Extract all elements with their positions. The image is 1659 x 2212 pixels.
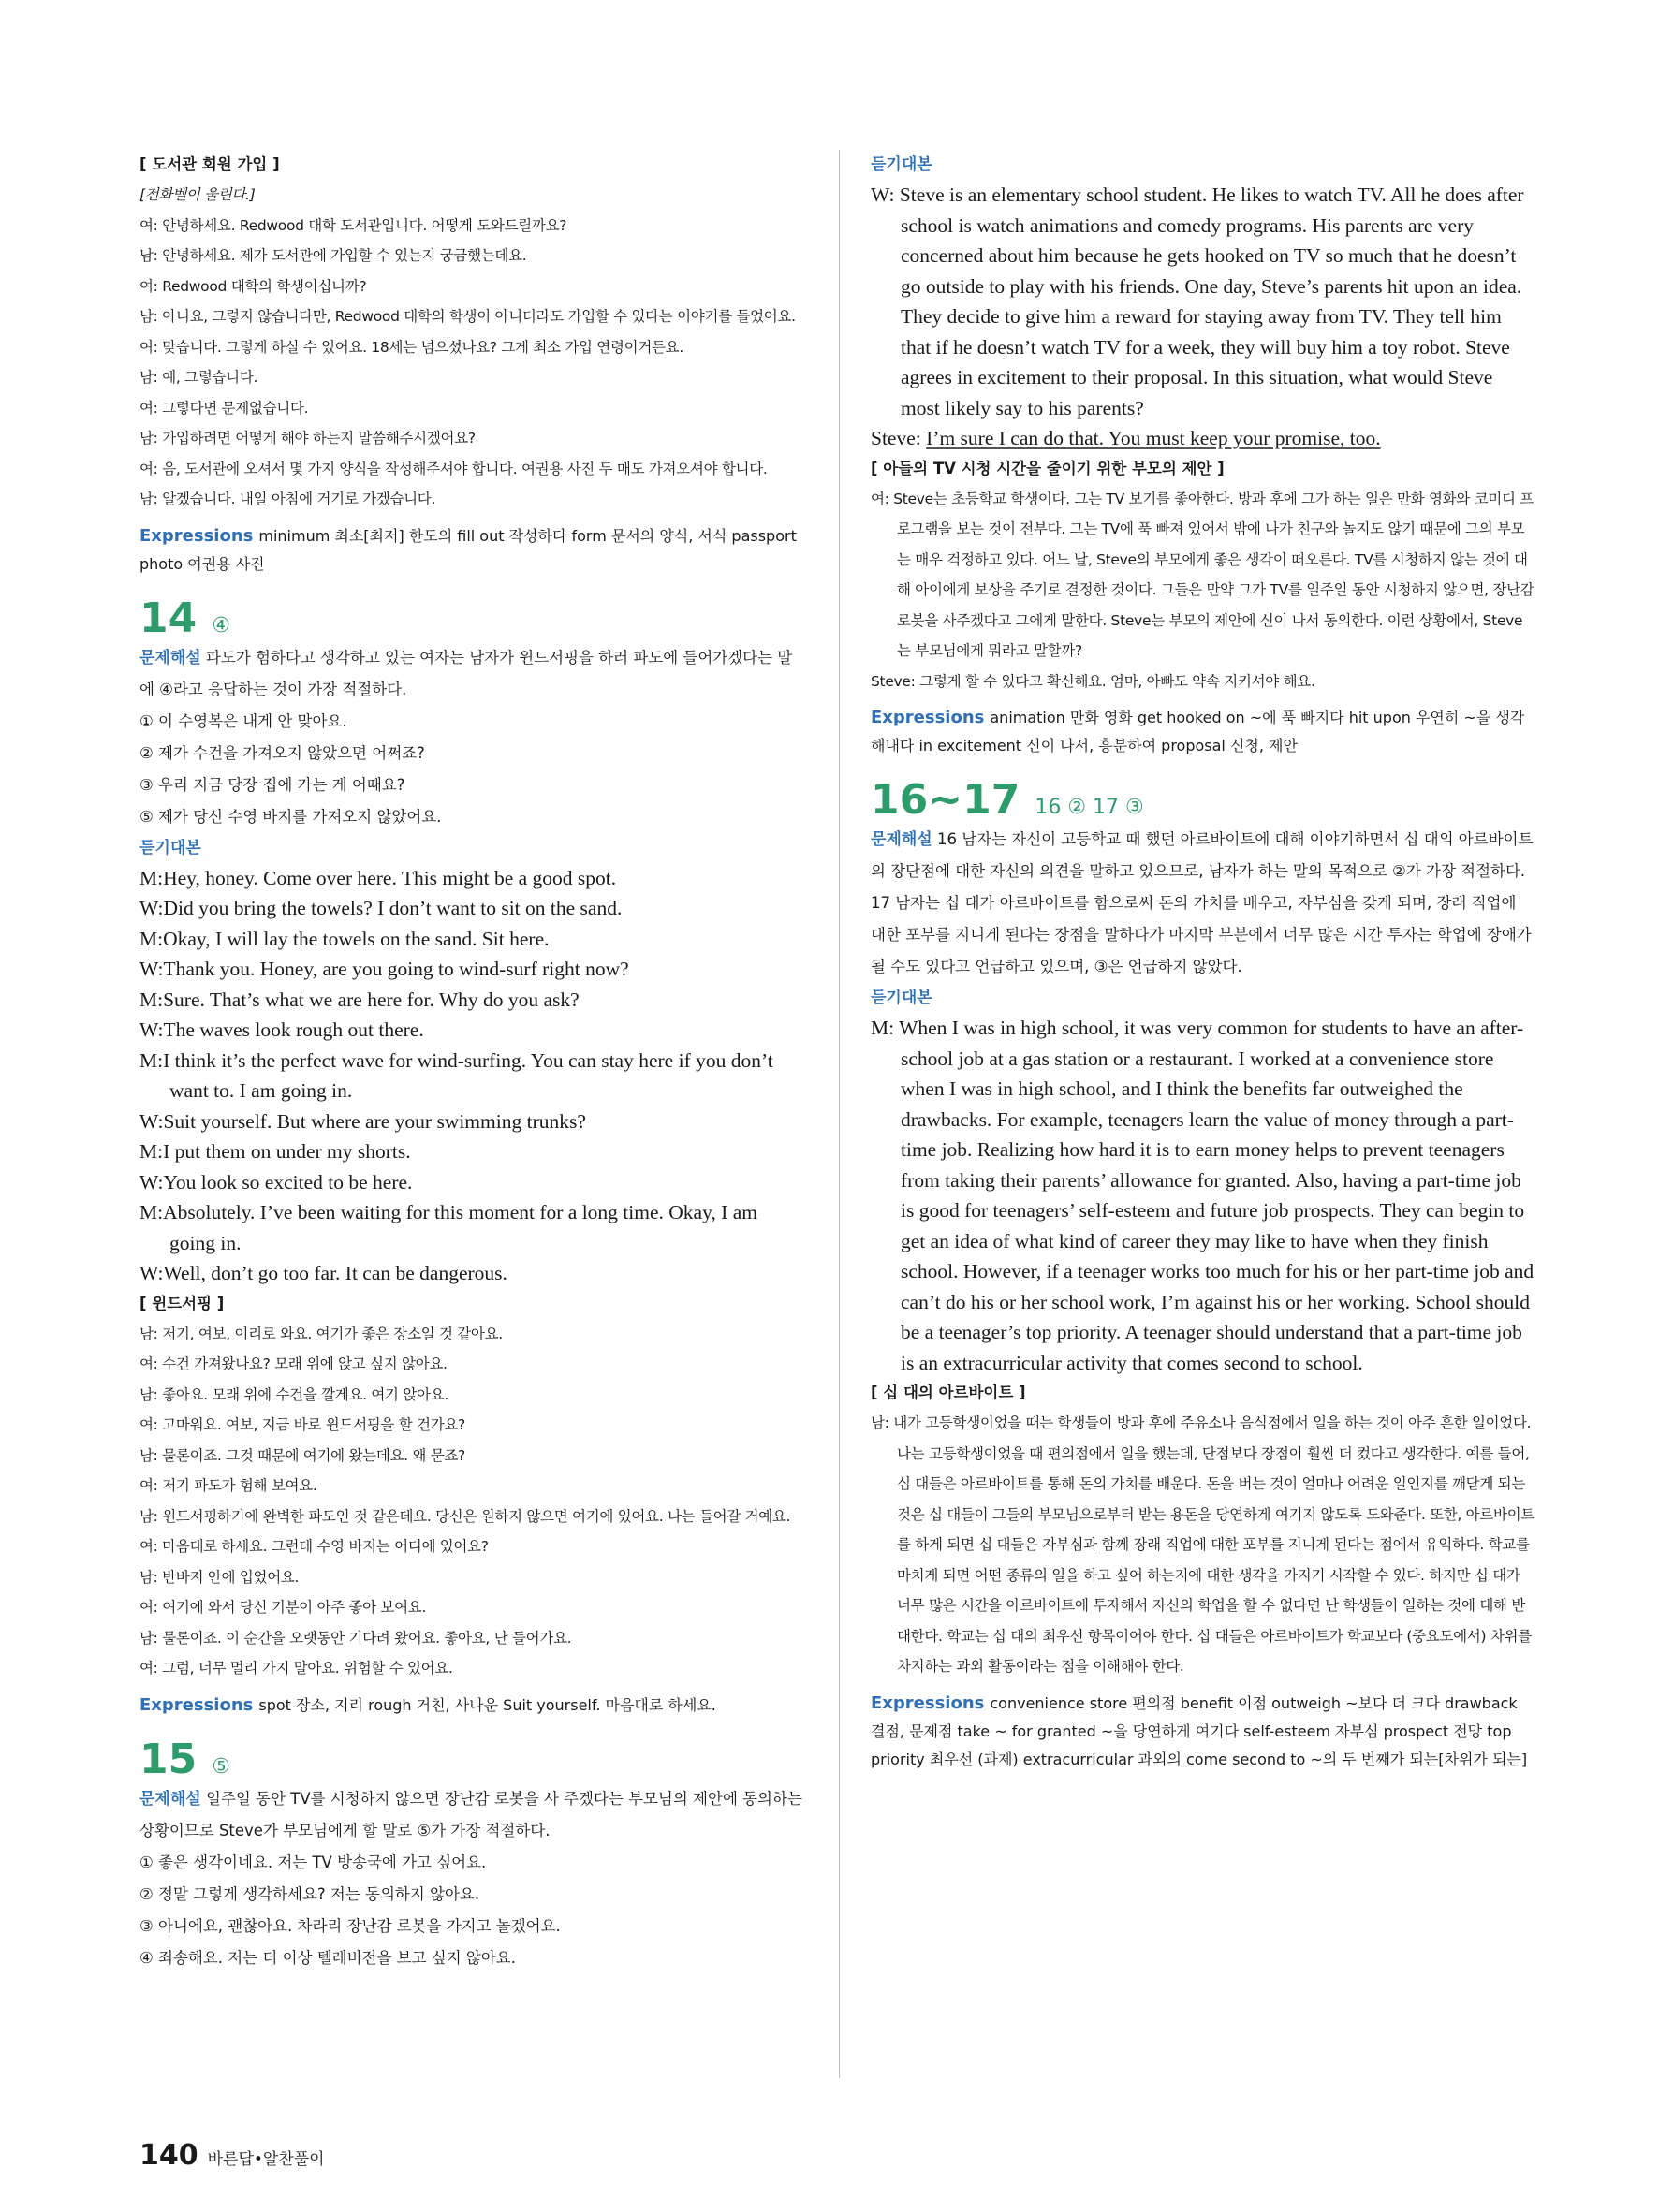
speaker: M: xyxy=(139,927,164,950)
expressions-text: spot 장소, 지리 rough 거친, 사나운 Suit yourself. 마음대로 하세요. xyxy=(258,1695,716,1714)
translation-line xyxy=(139,241,806,271)
expressions-14 xyxy=(139,1692,806,1720)
speaker: Steve: xyxy=(871,672,920,690)
question-16-17 xyxy=(871,777,1535,1774)
explanation xyxy=(139,642,806,706)
question-number: 14 xyxy=(139,593,198,642)
translation-line xyxy=(139,1380,806,1411)
speaker: 여: xyxy=(139,399,163,417)
line-text: Redwood 대학의 학생이십니까? xyxy=(162,277,367,295)
option-item: ② 정말 그렇게 생각하세요? 저는 동의하지 않아요. xyxy=(139,1884,480,1903)
script-line xyxy=(139,1106,806,1137)
left-column xyxy=(139,150,806,1974)
translation-lines xyxy=(139,211,806,515)
script-paragraph xyxy=(871,1013,1535,1378)
script-line xyxy=(139,1258,806,1289)
line-text: I think it’s the perfect wave for wind-surfing. You can stay here if you don’t want to. I am going in. xyxy=(163,1048,773,1102)
speaker: 남: xyxy=(139,1325,163,1342)
translation-line xyxy=(139,393,806,424)
translation-text: Steve는 초등학교 학생이다. 그는 TV 보기를 좋아한다. 방과 후에 그가 하는 일은 만화 영화와 코미디 프로그램을 보는 것이 전부다. 그는 TV에 푹 빠져 있어서 밖에 나가 친구와 놀지도 않기 때문에 그의 부모는 매우 걱정하고 있다. 어느 날, Steve의 부모에게 좋은 생각이 떠오른다. TV를 시청하지 않는 것에 대해 아이에게 보상을 주기로 결정한 것이다. 그들은 만약 그가 TV를 일주일 동안 시청하지 않으면, 장난감 로봇을 사주겠다고 그에게 말한다. Steve는 부모의 제안에 신이 나서 동의한다. 이런 상황에서, Steve는 부모님에게 뭐라고 말할까? xyxy=(893,490,1534,659)
expressions-label: Expressions xyxy=(871,708,985,727)
line-text: I put them on under my shorts. xyxy=(163,1140,411,1163)
translation-line xyxy=(139,1319,806,1350)
translation-line xyxy=(139,1410,806,1441)
line-text: 여기에 와서 당신 기분이 아주 좋아 보여요. xyxy=(162,1599,427,1616)
script-lines xyxy=(139,863,806,1289)
script-line xyxy=(139,1197,806,1258)
speaker: M: xyxy=(139,1048,164,1072)
script-line xyxy=(139,863,806,894)
explanation xyxy=(139,1783,806,1847)
book-title: 바른답•알찬풀이 xyxy=(207,2150,325,2169)
line-text: Absolutely. I’ve been waiting for this moment for a long time. Okay, I am going in. xyxy=(163,1201,757,1254)
speaker: 여: xyxy=(139,338,163,356)
line-text: 예, 그렇습니다. xyxy=(162,369,258,386)
option-list xyxy=(139,706,806,833)
explanation-label: 문제해설 xyxy=(139,648,201,667)
option-item: ③ 아니에요, 괜찮아요. 차라리 장난감 로봇을 가지고 놀겠어요. xyxy=(139,1916,561,1935)
translation-line xyxy=(139,1562,806,1593)
explanation-text: 파도가 험하다고 생각하고 있는 여자는 남자가 윈드서핑을 하러 파도에 들어가겠다는 말에 ④라고 응답하는 것이 가장 적절하다. xyxy=(139,648,793,698)
line-text: Thank you. Honey, are you going to wind-surf right now? xyxy=(163,958,629,980)
speaker: W: xyxy=(139,1170,164,1194)
script-line xyxy=(139,1015,806,1046)
translation-lines xyxy=(139,1319,806,1684)
answer-mark: ④ xyxy=(212,613,230,637)
line-text: You look so excited to be here. xyxy=(163,1170,413,1194)
speaker: 남: xyxy=(139,491,163,507)
line-text: 안녕하세요. Redwood 대학 도서관입니다. 어떻게 도와드릴까요? xyxy=(162,216,567,234)
column-divider xyxy=(839,150,840,2078)
speaker: 여: xyxy=(139,460,163,477)
option-item: ① 좋은 생각이네요. 저는 TV 방송국에 가고 싶어요. xyxy=(139,1853,487,1871)
speaker: M: xyxy=(139,1140,164,1163)
line-text: 가입하려면 어떻게 해야 하는지 말씀해주시겠어요? xyxy=(162,430,476,447)
speaker: M: xyxy=(139,988,164,1011)
steve-line xyxy=(871,423,1535,454)
expressions-label: Expressions xyxy=(871,1692,985,1713)
explanation-text: 일주일 동안 TV를 시청하지 않으면 장난감 로봇을 사 주겠다는 부모님의 제안에 동의하는 상황이므로 Steve가 부모님에게 할 말로 ⑤가 가장 적절하다. xyxy=(139,1789,802,1839)
speaker: 남: xyxy=(139,1385,163,1403)
translation-paragraph xyxy=(871,1408,1535,1682)
speaker: 남: xyxy=(139,1446,163,1464)
answer-mark: 16 ② 17 ③ xyxy=(1035,796,1144,819)
translation-line xyxy=(139,423,806,454)
script-label: 듣기대본 xyxy=(871,155,932,174)
speaker: 여: xyxy=(139,1416,163,1433)
speaker: 여: xyxy=(139,1477,163,1494)
question-number-row xyxy=(139,595,806,642)
translation-line xyxy=(139,1531,806,1562)
expressions-text: minimum 최소[최저] 한도의 fill out 작성하다 form 문서의 양식, 서식 passport photo 여권용 사진 xyxy=(139,526,797,573)
speaker: 여: xyxy=(139,1599,163,1616)
option-item: ⑤ 제가 당신 수영 바지를 가져오지 않았어요. xyxy=(139,807,442,826)
line-text: 알겠습니다. 내일 아침에 거기로 가겠습니다. xyxy=(162,491,436,507)
line-text: Did you bring the towels? I don’t want to sit on the sand. xyxy=(163,897,623,919)
speaker: W: xyxy=(139,958,164,980)
option-item: ③ 우리 지금 당장 집에 가는 게 어때요? xyxy=(139,775,405,794)
line-text: 아니요, 그렇지 않습니다만, Redwood 대학의 학생이 아니더라도 가입할 수 있다는 이야기를 들었어요. xyxy=(162,308,796,325)
line-text: 반바지 안에 입었어요. xyxy=(162,1568,300,1586)
line-text: 저기, 여보, 이리로 와요. 여기가 좋은 장소일 것 같아요. xyxy=(162,1325,503,1342)
right-column xyxy=(871,150,1535,1774)
expressions-text: convenience store 편의점 benefit 이점 outweigh ~보다 더 크다 drawback 결점, 문제점 take ~ for granted ~을 당연하게 여기다 self-esteem 자부심 prospect 전망 top priority 최우선 (과제) extracurricular 과외의 come second to ~의 두 번째가 되는[차위가 되는] xyxy=(871,1693,1528,1768)
speaker: 남: xyxy=(139,430,163,447)
line-text: 마음대로 하세요. 그런데 수영 바지는 어디에 있어요? xyxy=(162,1538,489,1555)
speaker: W: xyxy=(139,1262,164,1284)
expressions-15 xyxy=(871,704,1535,760)
expressions-label: Expressions xyxy=(139,1694,254,1715)
page-number: 140 xyxy=(139,2139,198,2172)
translation-line xyxy=(139,1349,806,1380)
speaker: W: xyxy=(139,1018,164,1041)
speaker: W: xyxy=(139,897,164,919)
line-text: 저기 파도가 험해 보여요. xyxy=(162,1477,317,1494)
speaker: Steve: xyxy=(871,427,921,449)
translation-line xyxy=(139,362,806,393)
translation-line xyxy=(139,211,806,242)
line-text: 물론이죠. 이 순간을 오랫동안 기다려 왔어요. 좋아요, 난 들어가요. xyxy=(162,1629,572,1647)
steve-text: I’m sure I can do that. You must keep your promise, too. xyxy=(926,427,1381,449)
translation-title: [ 윈드서핑 ] xyxy=(139,1294,225,1312)
line-text: 수건 가져왔나요? 모래 위에 앉고 싶지 않아요. xyxy=(162,1355,448,1372)
translation-title: [ 아들의 TV 시청 시간을 줄이기 위한 부모의 제안 ] xyxy=(871,459,1225,477)
speaker: 여: xyxy=(139,1538,163,1555)
translation-line xyxy=(139,271,806,302)
question-number: 15 xyxy=(139,1735,198,1783)
script-label: 듣기대본 xyxy=(871,989,932,1007)
line-text: 그럼, 너무 멀리 가지 말아요. 위험할 수 있어요. xyxy=(162,1660,453,1677)
section-13-translation xyxy=(139,150,806,579)
question-14 xyxy=(139,595,806,1720)
translation-title: [ 십 대의 아르바이트 ] xyxy=(871,1384,1026,1401)
explanation-label: 문제해설 xyxy=(139,1789,201,1809)
speaker: 여: xyxy=(139,1355,163,1372)
expressions-text: animation 만화 영화 get hooked on ~에 푹 빠지다 hit upon 우연히 ~을 생각해내다 in excitement 신이 나서, 흥분하여 proposal 신청, 제안 xyxy=(871,709,1525,754)
explanation-16 xyxy=(871,824,1535,887)
line-text: 윈드서핑하기에 완벽한 파도인 것 같은데요. 당신은 원하지 않으면 여기에 있어요. 나는 들어갈 거예요. xyxy=(162,1507,791,1525)
translation-line xyxy=(139,1471,806,1502)
translation-line xyxy=(139,1623,806,1654)
question-number: 16~17 xyxy=(871,776,1020,824)
script-line xyxy=(139,1046,806,1106)
line-text: 물론이죠. 그것 때문에 여기에 왔는데요. 왜 묻죠? xyxy=(162,1446,465,1464)
line-text: Suit yourself. But where are your swimming trunks? xyxy=(163,1109,586,1133)
stage-note: [전화벨이 울린다.] xyxy=(139,186,256,203)
script-line xyxy=(139,893,806,924)
script-line xyxy=(139,924,806,955)
question-15 xyxy=(139,1736,806,1974)
line-text: 음, 도서관에 오셔서 몇 가지 양식을 작성해주셔야 합니다. 여권용 사진 두 매도 가져오셔야 합니다. xyxy=(162,460,768,477)
script-text: Steve is an elementary school student. He likes to watch TV. All he does after school is watch animations and comedy programs. His parents are very concerned about him because he gets hooked on TV so much that he doesn’t go outside to play with his friends. One day, Steve’s parents hit upon an idea. They decide to give him a reward for staying away from TV. They tell him that if he doesn’t watch TV for a week, they will buy him a toy robot. Steve agrees in excitement to their proposal. In this situation, what would Steve most likely say to his parents? xyxy=(899,183,1524,419)
page-footer xyxy=(139,2139,325,2172)
line-text: Sure. That’s what we are here for. Why do you ask? xyxy=(163,988,580,1011)
explanation-label: 문제해설 xyxy=(871,830,932,849)
translation-line xyxy=(139,332,806,363)
question-number-row xyxy=(871,777,1535,824)
speaker: 남: xyxy=(139,1629,163,1647)
script-line xyxy=(139,1136,806,1167)
line-text: 맞습니다. 그렇게 하실 수 있어요. 18세는 넘으셨나요? 그게 최소 가입 연령이거든요. xyxy=(162,338,683,356)
speaker: W: xyxy=(871,183,895,206)
line-text: Hey, honey. Come over here. This might be a good spot. xyxy=(163,866,617,889)
script-line xyxy=(139,1167,806,1198)
script-line xyxy=(139,985,806,1016)
speaker: 남: xyxy=(139,308,163,325)
option-list xyxy=(139,1847,806,1974)
speaker: 여: xyxy=(139,277,163,295)
speaker: W: xyxy=(139,1109,164,1133)
translation-steve xyxy=(871,667,1535,697)
translation-line xyxy=(139,1502,806,1532)
speaker: 남: xyxy=(871,1414,894,1431)
line-text: The waves look rough out there. xyxy=(163,1018,424,1041)
option-item: ① 이 수영복은 내게 안 맞아요. xyxy=(139,711,347,730)
line-text: 그렇다면 문제없습니다. xyxy=(162,399,309,417)
option-item: ④ 죄송해요. 저는 더 이상 텔레비전을 보고 싶지 않아요. xyxy=(139,1948,516,1967)
question-15-script xyxy=(871,150,1535,760)
script-label: 듣기대본 xyxy=(139,838,201,857)
script-line xyxy=(139,954,806,985)
script-text: When I was in high school, it was very common for students to have an after-school job at a gas station or a restaurant. I worked at a convenience store when I was in high school, and I think the benefits far outweighed the drawbacks. For example, teenagers learn the value of money through a part-time job. Realizing how hard it is to earn money helps to prevent teenagers from taking their parents’ allowance for granted. Also, having a part-time job is good for teenagers’ self-esteem and future job prospects. They can begin to get an idea of what kind of career they may like to have when they finish school. However, if a teenager works too much for his or her part-time job and can’t do his or her school work, I’m against his or her working. School should be a teenager’s top priority. A teenager should understand that a part-time job is an extracurricular activity that comes second to school. xyxy=(899,1017,1534,1374)
line-text: Well, don’t go too far. It can be dangerous. xyxy=(163,1262,507,1284)
explanation-text: 16 남자는 자신이 고등학교 때 했던 아르바이트에 대해 이야기하면서 십 대의 아르바이트의 장단점에 대한 자신의 의견을 말하고 있으므로, 남자가 하는 말의 목적으로 ②가 가장 적절하다. xyxy=(871,830,1534,880)
expressions-label: Expressions xyxy=(139,525,254,546)
line-text: 좋아요. 모래 위에 수건을 깔게요. 여기 앉아요. xyxy=(162,1385,448,1403)
script-paragraph xyxy=(871,180,1535,423)
speaker: 여: xyxy=(139,1660,163,1677)
speaker: 남: xyxy=(139,1507,163,1525)
translation-line xyxy=(139,1441,806,1472)
translation-line xyxy=(139,454,806,485)
translation-text: 내가 고등학생이었을 때는 학생들이 방과 후에 주유소나 음식점에서 일을 하는 것이 아주 흔한 일이었다. 나는 고등학생이었을 때 편의점에서 일을 했는데, 단점보다 장점이 훨씬 더 컸다고 생각한다. 예를 들어, 십 대들은 아르바이트를 통해 돈의 가치를 배운다. 돈을 버는 것이 얼마나 어려운 일인지를 깨닫게 되는 것은 십 대들이 그들의 부모님으로부터 받는 용돈을 당연하게 여기지 않도록 도와준다. 또한, 아르바이트를 하게 되면 십 대들은 자부심과 함께 장래 직업에 대한 포부를 지니게 된다는 점에서 유익하다. 학교를 마치게 되면 어떤 종류의 일을 하고 싶어 하는지에 대한 생각을 가지기 시작할 수 있다. 하지만 십 대가 너무 많은 시간을 아르바이트에 투자해서 자신의 학업을 할 수 없다면 난 학생들이 일하는 것에 대해 반대한다. 학교는 십 대의 최우선 항목이어야 한다. 십 대들은 아르바이트가 학교보다 (중요도에서) 차위를 차지하는 과외 활동이라는 점을 이해해야 한다. xyxy=(893,1414,1535,1675)
translation-title: [ 도서관 회원 가입 ] xyxy=(139,155,280,173)
translation-paragraph xyxy=(871,484,1535,667)
question-number-row xyxy=(139,1736,806,1783)
translation-line xyxy=(139,1653,806,1684)
speaker: M: xyxy=(871,1017,895,1039)
expressions-16 xyxy=(871,1690,1535,1774)
option-item: ② 제가 수건을 가져오지 않았으면 어쩌죠? xyxy=(139,743,425,762)
speaker: 여: xyxy=(139,216,163,234)
speaker: 남: xyxy=(139,247,163,264)
speaker: M: xyxy=(139,866,164,889)
translation-line xyxy=(139,1592,806,1623)
line-text: Okay, I will lay the towels on the sand. Sit here. xyxy=(163,927,550,950)
expressions-13 xyxy=(139,522,806,579)
speaker: 여: xyxy=(871,490,894,507)
line-text: 고마워요. 여보, 지금 바로 윈드서핑을 할 건가요? xyxy=(162,1416,465,1433)
answer-mark: ⑤ xyxy=(212,1754,230,1779)
translation-line xyxy=(139,301,806,332)
translation-text: 그렇게 할 수 있다고 확신해요. 엄마, 아빠도 약속 지키셔야 해요. xyxy=(919,672,1315,690)
translation-line xyxy=(139,484,806,515)
speaker: 남: xyxy=(139,1568,163,1586)
speaker: 남: xyxy=(139,369,163,386)
explanation-17: 17 남자는 십 대가 아르바이트를 함으로써 돈의 가치를 배우고, 자부심을 갖게 되며, 장래 직업에 대한 포부를 지니게 된다는 장점을 말하다가 마지막 부분에서 너무 많은 시간 투자는 학업에 장애가 될 수도 있다고 언급하고 있으며, ③은 언급하지 않았다. xyxy=(871,894,1532,975)
line-text: 안녕하세요. 제가 도서관에 가입할 수 있는지 궁금했는데요. xyxy=(162,247,527,264)
speaker: M: xyxy=(139,1201,164,1223)
